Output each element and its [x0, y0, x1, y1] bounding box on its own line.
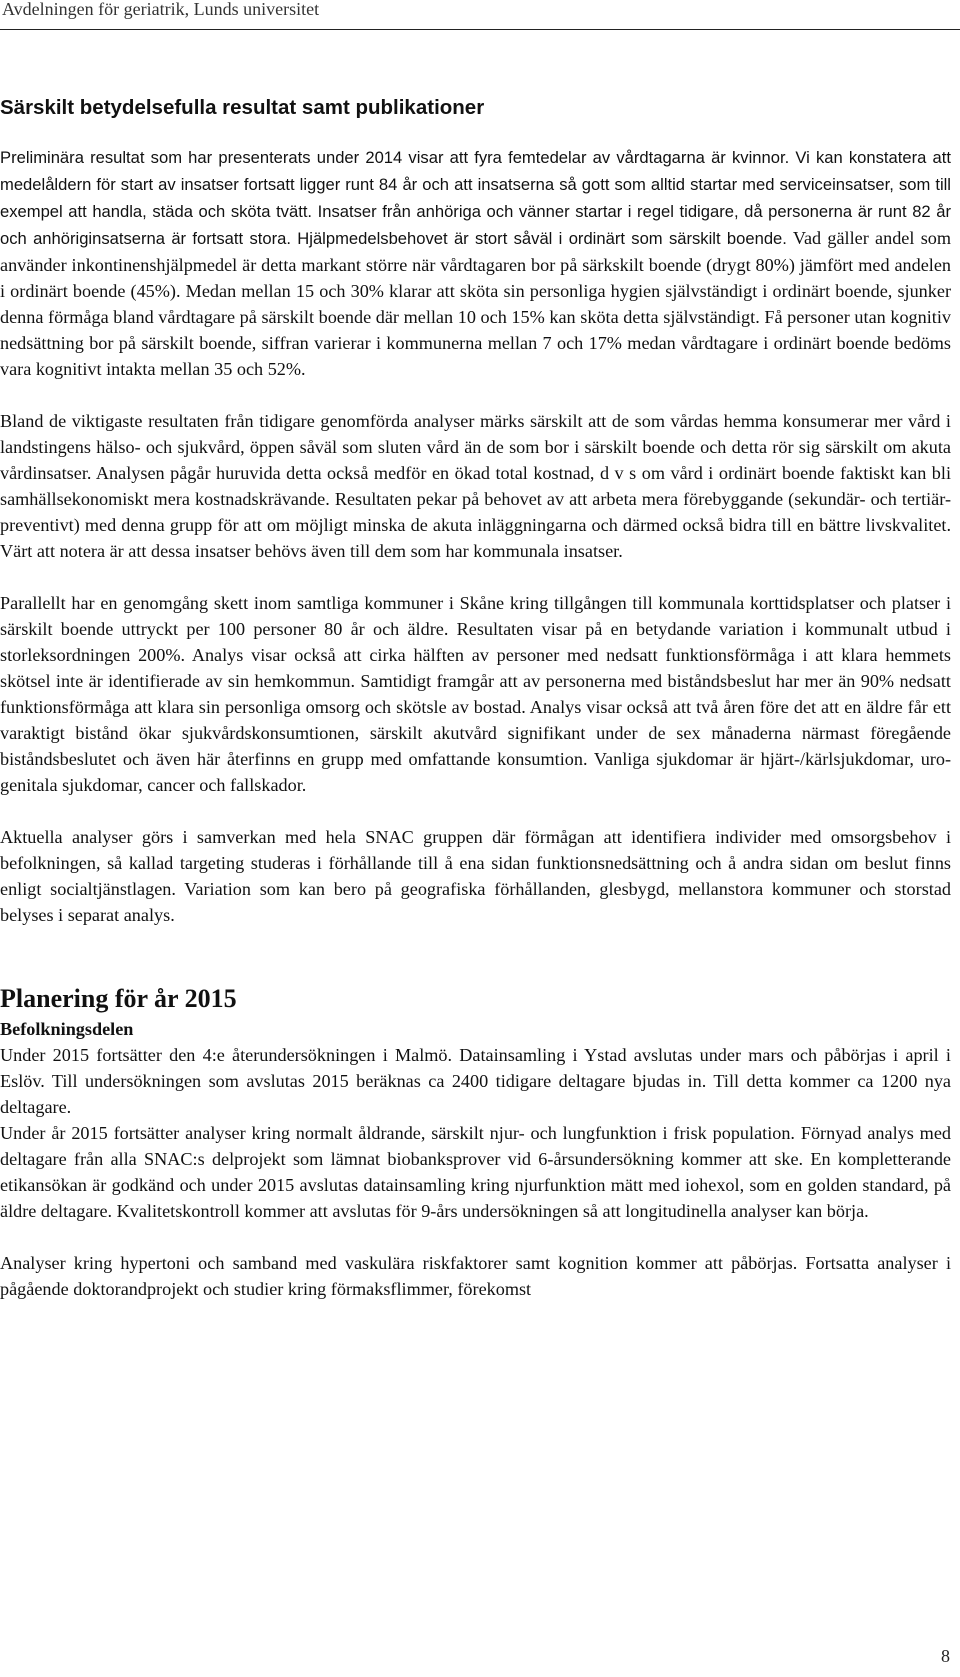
paragraph-hypertension: Analyser kring hypertoni och samband med vaskulära riskfaktorer samt kognition kommer att påbörjas. Fortsatta analyser i pågående doktorandprojekt och studier kring förmaksflimmer, förekomst — [0, 1253, 951, 1299]
paragraph-preliminary-results — [0, 144, 951, 382]
subsection-heading-population: Befolkningsdelen — [0, 1019, 134, 1039]
paragraph-earlier-analyses: Bland de viktigaste resultaten från tidigare genomförda analyser märks särskilt att de som vårdas hemma konsumerar mer vård i landstingens hälso- och sjukvård, öppen såväl som sluten vård än de som bor i särskilt boende och detta rör sig särskilt om akuta vårdinsatser. Analysen pågår huruvida detta också medför en ökad total kostnad, d v s om vård i ordinärt boende faktiskt kan bli samhällsekonomiskt mera kostnadskrävande. Resultaten pekar på behovet av att arbeta mera förebyggande (sekundär- och tertiär-preventivt) med denna grupp för att om möjligt minska de akuta inläggningarna och därmed också bidra till en bättre livskvalitet. Värt att notera är att dessa insatser behövs även till dem som har kommunala insatser. — [0, 411, 951, 561]
page-number: 8 — [941, 1646, 950, 1666]
paragraph-preliminary-results-part1: Preliminära resultat som har presenterats under 2014 visar att fyra femtedelar av vårdtagarna är kvinnor. Vi kan konstatera att medelåldern för start av insatser fortsatt ligger runt 84 år och att insatserna så gott som alltid startar med serviceinsatser, som till exempel att handla, städa och sköta tvätt. Insatser från anhöriga och vänner startar i regel tidigare, då personerna är runt 82 år och anhöriginsatserna är fortsatt stora. Hjälpmedelsbehovet är stort såväl i ordinärt som särskilt boende. — [0, 148, 951, 248]
paragraph-normal-aging: Under år 2015 fortsätter analyser kring normalt åldrande, särskilt njur- och lungfunktion i frisk population. Förnyad analys med deltagare från alla SNAC:s delprojekt som lämnat biobanksprover vid 6-årsundersökning kommer att ske. En kompletterande etikansökan är godkänd och under 2015 avslutas datainsamling kring njurfunktion mätt med iohexol, som en golden standard, på äldre deltagare. Kvalitetskontroll kommer att avslutas för 9-års undersökningen så att longitudinella analyser kan börja. — [0, 1123, 951, 1221]
paragraph-municipal-review: Parallellt har en genomgång skett inom samtliga kommuner i Skåne kring tillgången till kommunala korttidsplatser och platser i särskilt boende uttryckt per 100 personer 80 år och äldre. Resultaten visar på en betydande variation i kommunalt utbud i storleksordningen 200%. Analys visar också att cirka hälften av personer med nedsatt funktionsförmåga i att klara hemmets skötsel inte är identifierade av sin hemkommun. Samtidigt framgår att av personerna med biståndsbeslut har mer än 90% nedsatt funktionsförmåga att klara sin personliga omsorg och skötsle av bostad. Analys visar också att två åren före det att en äldre får ett varaktigt bistånd ökar sjukvårdskonsumtionen, särskilt akutvård signifikant under de sex månaderna närmast föregående biståndsbeslutet och även här återfinns en grupp med omfattande konsumtion. Vanliga sjukdomar är hjärt-/kärlsjukdomar, uro-genitala sjukdomar, cancer och fallskador. — [0, 593, 951, 795]
paragraph-current-analyses: Aktuella analyser görs i samverkan med hela SNAC gruppen där förmågan att identifiera individer med omsorgsbehov i befolkningen, så kallad targeting studeras i förhållande till å ena sidan funktionsnedsättning och å andra sidan om beslut finns enligt socialtjänstlagen. Variation som kan bero på geografiska förhållanden, glesbygd, mellanstora kommuner och storstad belyses i separat analys. — [0, 827, 951, 925]
paragraph-followup-2015: Under 2015 fortsätter den 4:e återundersökningen i Malmö. Datainsamling i Ystad avslutas under mars och påbörjas i april i Eslöv. Till undersökningen som avslutas 2015 beräknas ca 2400 tidigare deltagare bjudas in. Till detta kommer ca 1200 nya deltagare. — [0, 1045, 951, 1117]
running-header: Avdelningen för geriatrik, Lunds universitet — [2, 0, 320, 19]
section-heading-results: Särskilt betydelsefulla resultat samt publikationer — [0, 96, 485, 119]
paragraph-preliminary-results-part2: Vad gäller andel som använder inkontinenshjälpmedel är detta markant större när vårdtagaren bor på särkskilt boende (drygt 80%) jämfört med andelen i ordinärt boende (45%). Medan mellan 15 och 30% klarar att sköta sin personliga hygien självständigt i ordinärt boende, sjunker denna förmåga bland vårdtagare på särskilt boende där mellan 10 och 15% kan sköta detta självständigt. Få personer utan kognitiv nedsättning bor på särskilt boende, siffran varierar i kommunerna mellan 7 och 17% medan vårdtagare i ordinärt boende bedöms vara kognitivt intakta mellan 35 och 52%. — [0, 228, 952, 379]
page-content — [0, 96, 951, 1302]
section-heading-planning: Planering för år 2015 — [0, 984, 237, 1013]
header-divider — [0, 29, 960, 30]
